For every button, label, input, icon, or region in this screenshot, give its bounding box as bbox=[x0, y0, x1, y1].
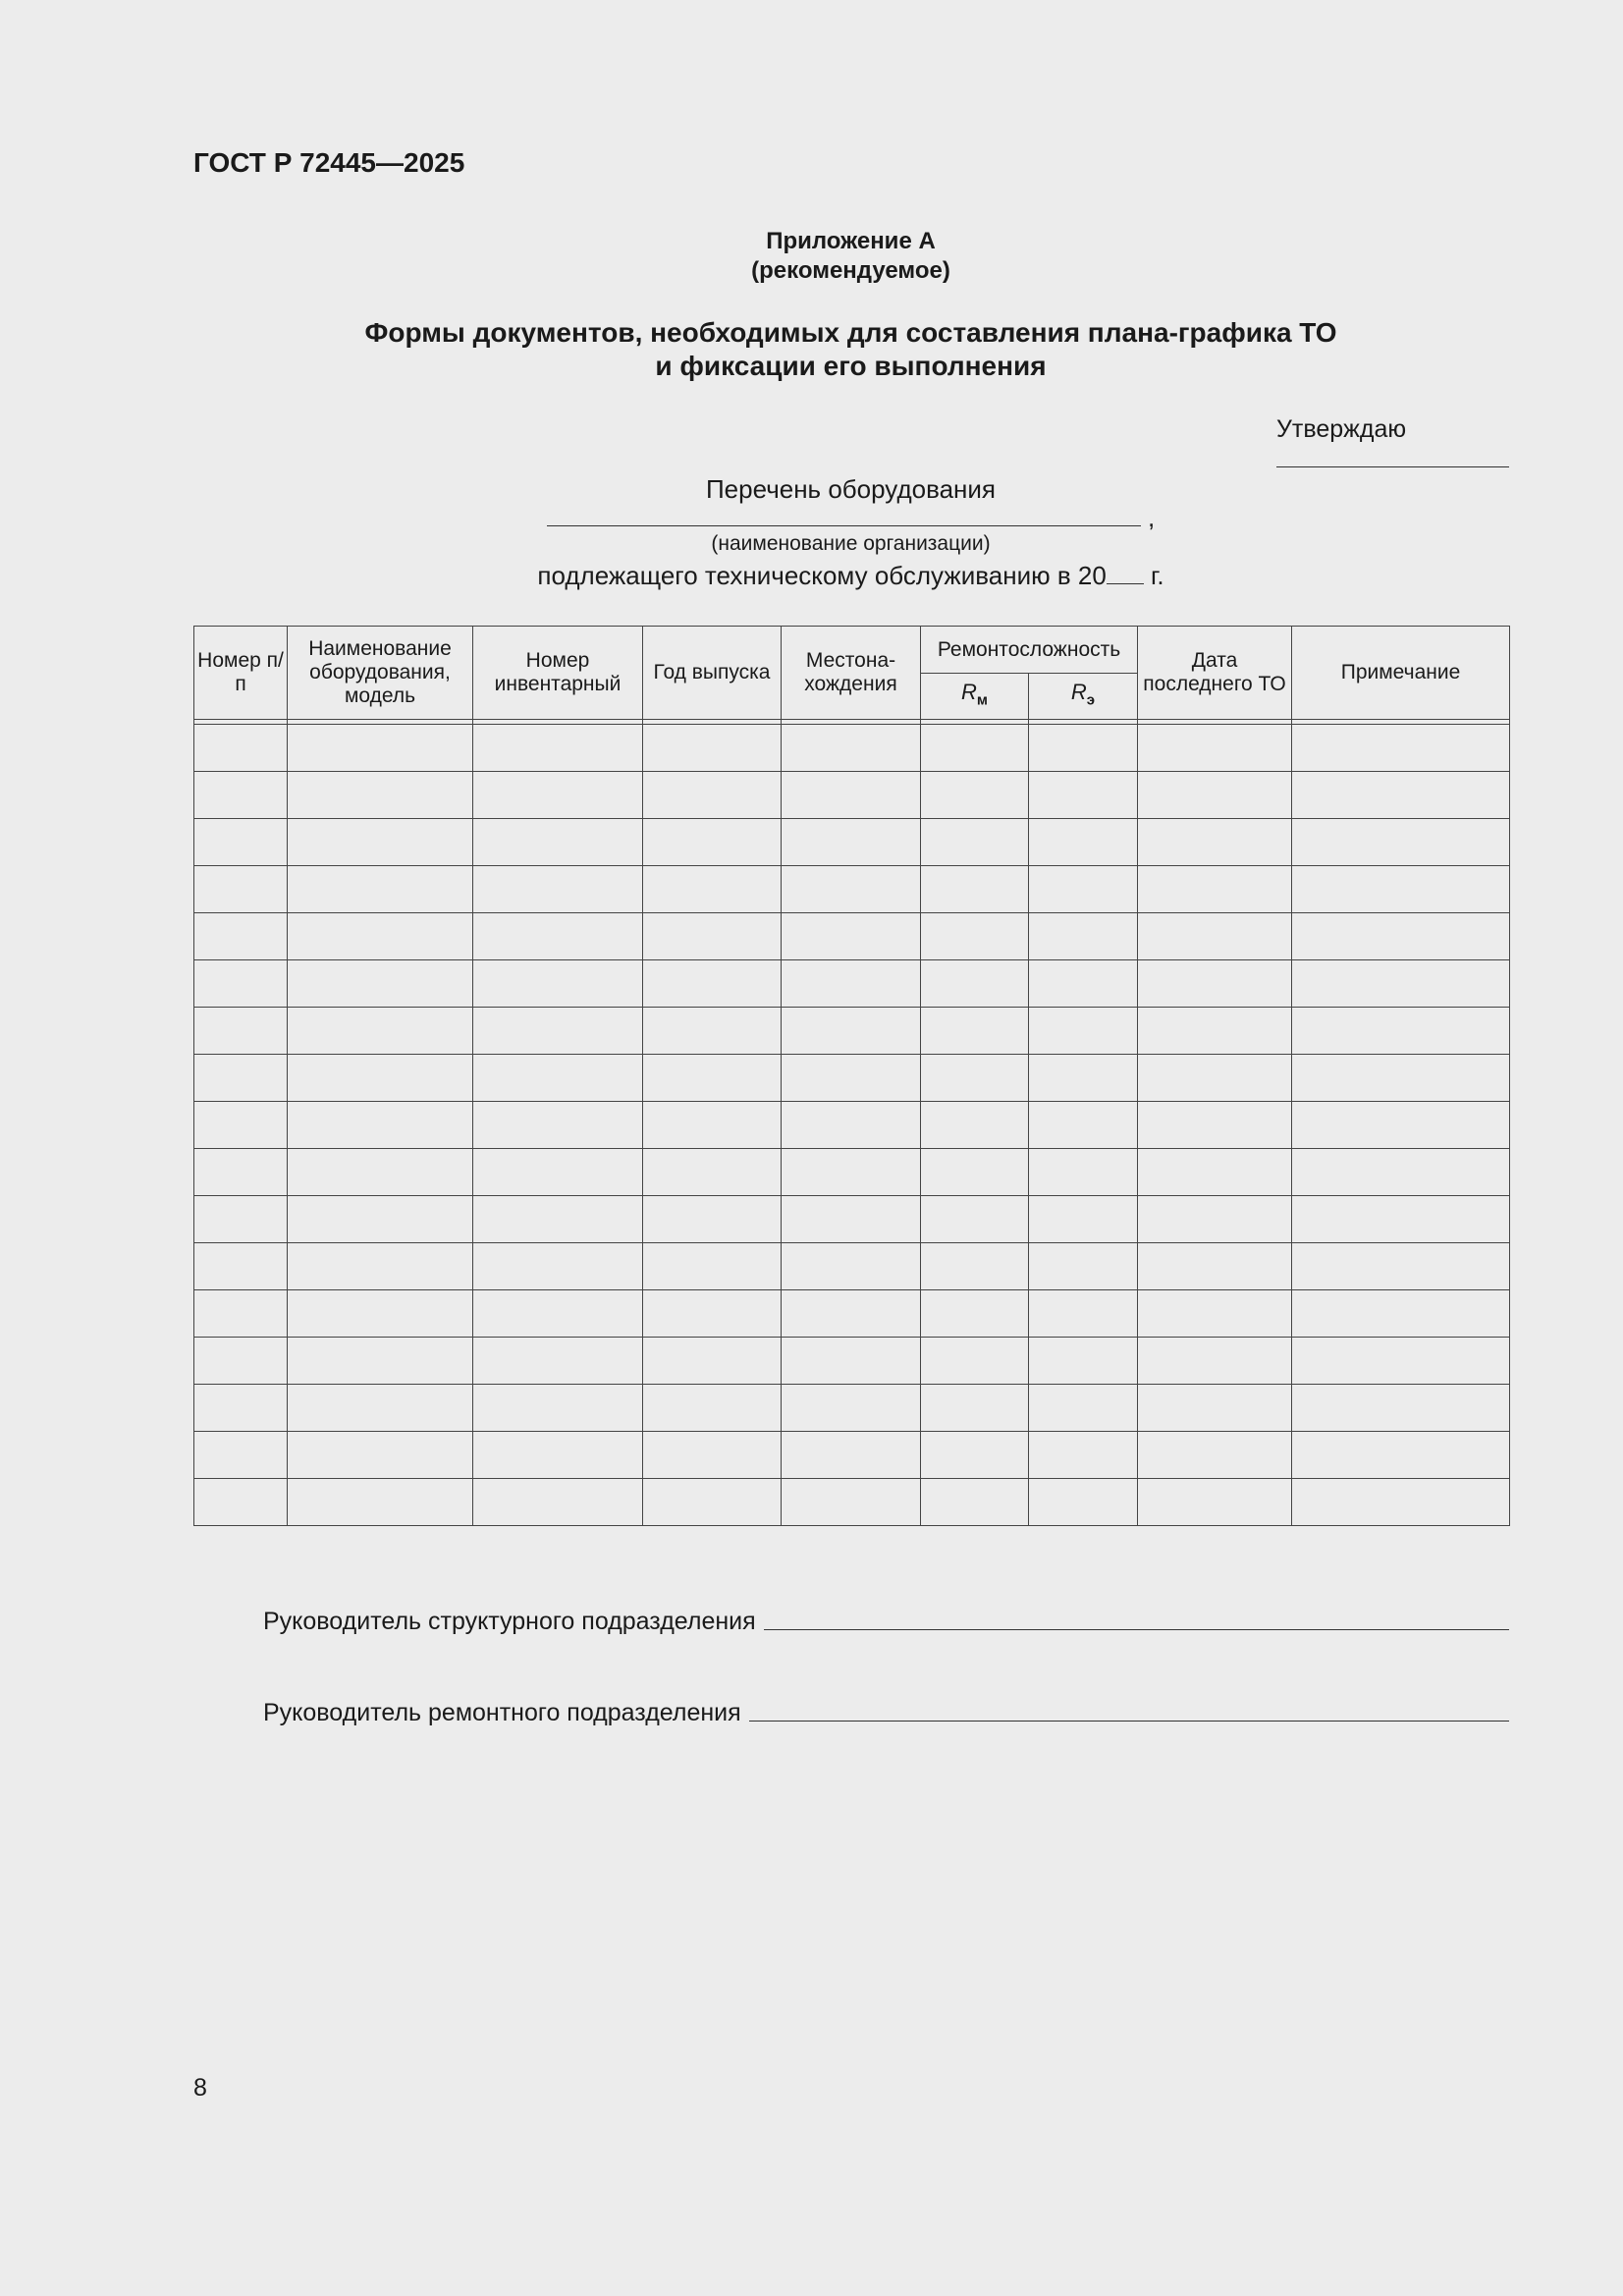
table-cell bbox=[1292, 772, 1510, 819]
table-cell bbox=[1292, 1385, 1510, 1432]
table-cell bbox=[1029, 1149, 1138, 1196]
table-cell bbox=[288, 1290, 473, 1338]
table-cell bbox=[1138, 819, 1292, 866]
table-row bbox=[194, 960, 1510, 1008]
table-cell bbox=[473, 1008, 643, 1055]
header-equipment-name: Наименование оборудования, модель bbox=[288, 627, 473, 720]
table-cell bbox=[1138, 1479, 1292, 1526]
table-cell bbox=[473, 913, 643, 960]
table-cell bbox=[1292, 960, 1510, 1008]
table-cell bbox=[921, 1008, 1029, 1055]
signature-repair-line bbox=[749, 1721, 1509, 1722]
header-inventory-number: Номер инвентарный bbox=[473, 627, 643, 720]
header-location: Местона-хождения bbox=[782, 627, 921, 720]
table-cell bbox=[643, 1102, 782, 1149]
table-cell bbox=[1029, 1432, 1138, 1479]
table-cell bbox=[288, 772, 473, 819]
table-cell bbox=[1292, 1102, 1510, 1149]
table-cell bbox=[643, 1432, 782, 1479]
table-row bbox=[194, 725, 1510, 772]
organization-name-line bbox=[547, 525, 1141, 526]
table-cell bbox=[194, 819, 288, 866]
table-cell bbox=[194, 1102, 288, 1149]
table-cell bbox=[1029, 1196, 1138, 1243]
table-cell bbox=[782, 1479, 921, 1526]
table-cell bbox=[473, 1432, 643, 1479]
table-cell bbox=[921, 1243, 1029, 1290]
table-cell bbox=[194, 1479, 288, 1526]
table-cell bbox=[194, 1432, 288, 1479]
table-cell bbox=[921, 1479, 1029, 1526]
approval-signature-line bbox=[1276, 466, 1509, 467]
re-symbol: R bbox=[1070, 679, 1087, 704]
table-cell bbox=[643, 1055, 782, 1102]
table-cell bbox=[782, 1290, 921, 1338]
table-cell bbox=[782, 1432, 921, 1479]
table-row bbox=[194, 772, 1510, 819]
table-cell bbox=[1138, 1102, 1292, 1149]
table-cell bbox=[782, 1102, 921, 1149]
table-cell bbox=[643, 1196, 782, 1243]
table-cell bbox=[194, 1196, 288, 1243]
year-blank bbox=[1107, 562, 1144, 584]
table-cell bbox=[782, 866, 921, 913]
table-cell bbox=[1138, 1338, 1292, 1385]
table-cell bbox=[1029, 1385, 1138, 1432]
table-cell bbox=[782, 1149, 921, 1196]
table-cell bbox=[473, 960, 643, 1008]
signature-structural-head bbox=[263, 1608, 1509, 1636]
section-title-line-1: Формы документов, необходимых для составления плана-графика ТО bbox=[364, 317, 1337, 348]
table-cell bbox=[194, 1338, 288, 1385]
table-cell bbox=[1292, 725, 1510, 772]
table-cell bbox=[1292, 913, 1510, 960]
table-row bbox=[194, 1432, 1510, 1479]
table-cell bbox=[782, 1196, 921, 1243]
table-cell bbox=[921, 1290, 1029, 1338]
table-cell bbox=[473, 725, 643, 772]
table-row bbox=[194, 1008, 1510, 1055]
header-number: Номер п/п bbox=[194, 627, 288, 720]
subject-line bbox=[0, 561, 1623, 591]
rm-symbol: R bbox=[961, 679, 977, 704]
table-cell bbox=[288, 819, 473, 866]
table-cell bbox=[643, 1338, 782, 1385]
table-cell bbox=[782, 1338, 921, 1385]
table-cell bbox=[921, 1385, 1029, 1432]
table-cell bbox=[1029, 819, 1138, 866]
table-cell bbox=[921, 819, 1029, 866]
table-cell bbox=[288, 1055, 473, 1102]
table-cell bbox=[921, 1102, 1029, 1149]
table-cell bbox=[288, 1385, 473, 1432]
table-cell bbox=[643, 866, 782, 913]
table-cell bbox=[643, 1385, 782, 1432]
signature-structural-label: Руководитель структурного подразделения bbox=[263, 1608, 756, 1635]
table-cell bbox=[1138, 1385, 1292, 1432]
table-cell bbox=[1029, 1055, 1138, 1102]
table-cell bbox=[1138, 866, 1292, 913]
table-cell bbox=[1029, 1290, 1138, 1338]
table-cell bbox=[288, 1432, 473, 1479]
table-cell bbox=[473, 772, 643, 819]
table-cell bbox=[643, 772, 782, 819]
table-cell bbox=[288, 1008, 473, 1055]
table-cell bbox=[1029, 725, 1138, 772]
table-cell bbox=[643, 1149, 782, 1196]
table-cell bbox=[921, 1196, 1029, 1243]
table-cell bbox=[643, 913, 782, 960]
table-cell bbox=[1029, 772, 1138, 819]
header-re bbox=[1029, 674, 1138, 720]
table-row bbox=[194, 1196, 1510, 1243]
approval-label: Утверждаю bbox=[1276, 415, 1407, 443]
table-cell bbox=[921, 772, 1029, 819]
table-cell bbox=[782, 1243, 921, 1290]
table-cell bbox=[194, 866, 288, 913]
table-cell bbox=[194, 1385, 288, 1432]
table-cell bbox=[782, 1385, 921, 1432]
equipment-table bbox=[193, 626, 1510, 1526]
table-row bbox=[194, 1338, 1510, 1385]
table-cell bbox=[921, 725, 1029, 772]
table-cell bbox=[1138, 1432, 1292, 1479]
table-cell bbox=[1138, 1149, 1292, 1196]
appendix-subtitle: (рекомендуемое) bbox=[751, 257, 950, 284]
table-cell bbox=[1029, 866, 1138, 913]
table-cell bbox=[194, 1243, 288, 1290]
table-cell bbox=[782, 1008, 921, 1055]
table-cell bbox=[288, 866, 473, 913]
organization-caption: (наименование организации) bbox=[711, 532, 991, 555]
table-cell bbox=[1292, 1196, 1510, 1243]
table-cell bbox=[473, 1243, 643, 1290]
table-cell bbox=[1292, 1290, 1510, 1338]
table-cell bbox=[643, 1479, 782, 1526]
table-body bbox=[194, 720, 1510, 1526]
table-row bbox=[194, 1102, 1510, 1149]
table-cell bbox=[288, 1149, 473, 1196]
table-cell bbox=[1138, 913, 1292, 960]
table-cell bbox=[194, 725, 288, 772]
appendix-title: Приложение А bbox=[766, 228, 936, 254]
table-cell bbox=[288, 1243, 473, 1290]
table-row bbox=[194, 866, 1510, 913]
table-cell bbox=[1029, 960, 1138, 1008]
table-row bbox=[194, 1243, 1510, 1290]
table-cell bbox=[288, 725, 473, 772]
table-cell bbox=[473, 1102, 643, 1149]
table-cell bbox=[643, 725, 782, 772]
rm-subscript: м bbox=[976, 691, 988, 709]
table-cell bbox=[1029, 1338, 1138, 1385]
table-cell bbox=[1138, 1290, 1292, 1338]
table-cell bbox=[1029, 1102, 1138, 1149]
table-row bbox=[194, 1149, 1510, 1196]
table-cell bbox=[1029, 913, 1138, 960]
section-title-line-2: и фиксации его выполнения bbox=[655, 351, 1047, 381]
table-cell bbox=[1138, 1243, 1292, 1290]
table-cell bbox=[473, 1385, 643, 1432]
table-cell bbox=[782, 1055, 921, 1102]
table-row bbox=[194, 1385, 1510, 1432]
table-cell bbox=[643, 960, 782, 1008]
table-cell bbox=[782, 725, 921, 772]
table-cell bbox=[1292, 1479, 1510, 1526]
table-cell bbox=[1292, 1008, 1510, 1055]
table-cell bbox=[194, 1008, 288, 1055]
table-cell bbox=[1138, 772, 1292, 819]
table-cell bbox=[921, 960, 1029, 1008]
table-cell bbox=[288, 1102, 473, 1149]
table-cell bbox=[194, 1055, 288, 1102]
table-cell bbox=[921, 1432, 1029, 1479]
table-cell bbox=[782, 772, 921, 819]
document-code: ГОСТ Р 72445—2025 bbox=[193, 147, 465, 178]
table-cell bbox=[1292, 866, 1510, 913]
table-cell bbox=[1029, 1008, 1138, 1055]
table-cell bbox=[1292, 819, 1510, 866]
table-cell bbox=[643, 1243, 782, 1290]
table-cell bbox=[194, 1149, 288, 1196]
table-cell bbox=[1292, 1243, 1510, 1290]
table-row bbox=[194, 819, 1510, 866]
header-year: Год выпуска bbox=[643, 627, 782, 720]
table-cell bbox=[1029, 1243, 1138, 1290]
table-cell bbox=[921, 866, 1029, 913]
table-cell bbox=[473, 1055, 643, 1102]
page-number: 8 bbox=[193, 2074, 207, 2102]
table-cell bbox=[1138, 1008, 1292, 1055]
table-cell bbox=[1292, 1055, 1510, 1102]
table-cell bbox=[473, 1338, 643, 1385]
table-cell bbox=[473, 1196, 643, 1243]
table-cell bbox=[1138, 1055, 1292, 1102]
table-cell bbox=[643, 819, 782, 866]
table-cell bbox=[1138, 725, 1292, 772]
table-cell bbox=[782, 960, 921, 1008]
subject-prefix: подлежащего техническому обслуживанию в 20 bbox=[537, 561, 1107, 590]
table-cell bbox=[288, 1196, 473, 1243]
table-cell bbox=[921, 1055, 1029, 1102]
table-cell bbox=[921, 913, 1029, 960]
table-cell bbox=[194, 913, 288, 960]
table-cell bbox=[1292, 1432, 1510, 1479]
form-title: Перечень оборудования bbox=[705, 474, 997, 504]
table-row bbox=[194, 1290, 1510, 1338]
table-cell bbox=[473, 866, 643, 913]
table-cell bbox=[288, 1479, 473, 1526]
signature-repair-label: Руководитель ремонтного подразделения bbox=[263, 1699, 741, 1726]
table-row bbox=[194, 913, 1510, 960]
table-cell bbox=[1292, 1338, 1510, 1385]
table-cell bbox=[473, 819, 643, 866]
table-cell bbox=[473, 1149, 643, 1196]
table-row bbox=[194, 1479, 1510, 1526]
table-cell bbox=[194, 1290, 288, 1338]
table-cell bbox=[288, 913, 473, 960]
header-last-maintenance-date: Дата последнего ТО bbox=[1138, 627, 1292, 720]
table-cell bbox=[643, 1290, 782, 1338]
header-rm bbox=[921, 674, 1029, 720]
table-cell bbox=[921, 1149, 1029, 1196]
table-cell bbox=[473, 1479, 643, 1526]
table-cell bbox=[643, 1008, 782, 1055]
organization-comma: , bbox=[1148, 503, 1156, 532]
header-repair-complexity: Ремонтосложность bbox=[921, 627, 1138, 674]
table-cell bbox=[1029, 1479, 1138, 1526]
table-cell bbox=[194, 772, 288, 819]
table-cell bbox=[782, 913, 921, 960]
subject-suffix: г. bbox=[1143, 561, 1164, 590]
table-cell bbox=[1292, 1149, 1510, 1196]
section-title bbox=[0, 316, 1623, 383]
table-cell bbox=[921, 1338, 1029, 1385]
table-cell bbox=[194, 960, 288, 1008]
table-cell bbox=[288, 1338, 473, 1385]
table-cell bbox=[782, 819, 921, 866]
table-cell bbox=[473, 1290, 643, 1338]
table-cell bbox=[1138, 960, 1292, 1008]
signature-structural-line bbox=[764, 1629, 1509, 1630]
table-cell bbox=[288, 960, 473, 1008]
signature-repair-head bbox=[263, 1699, 1509, 1727]
header-note: Примечание bbox=[1292, 627, 1510, 720]
table-cell bbox=[1138, 1196, 1292, 1243]
re-subscript: э bbox=[1086, 691, 1096, 709]
table-row bbox=[194, 1055, 1510, 1102]
